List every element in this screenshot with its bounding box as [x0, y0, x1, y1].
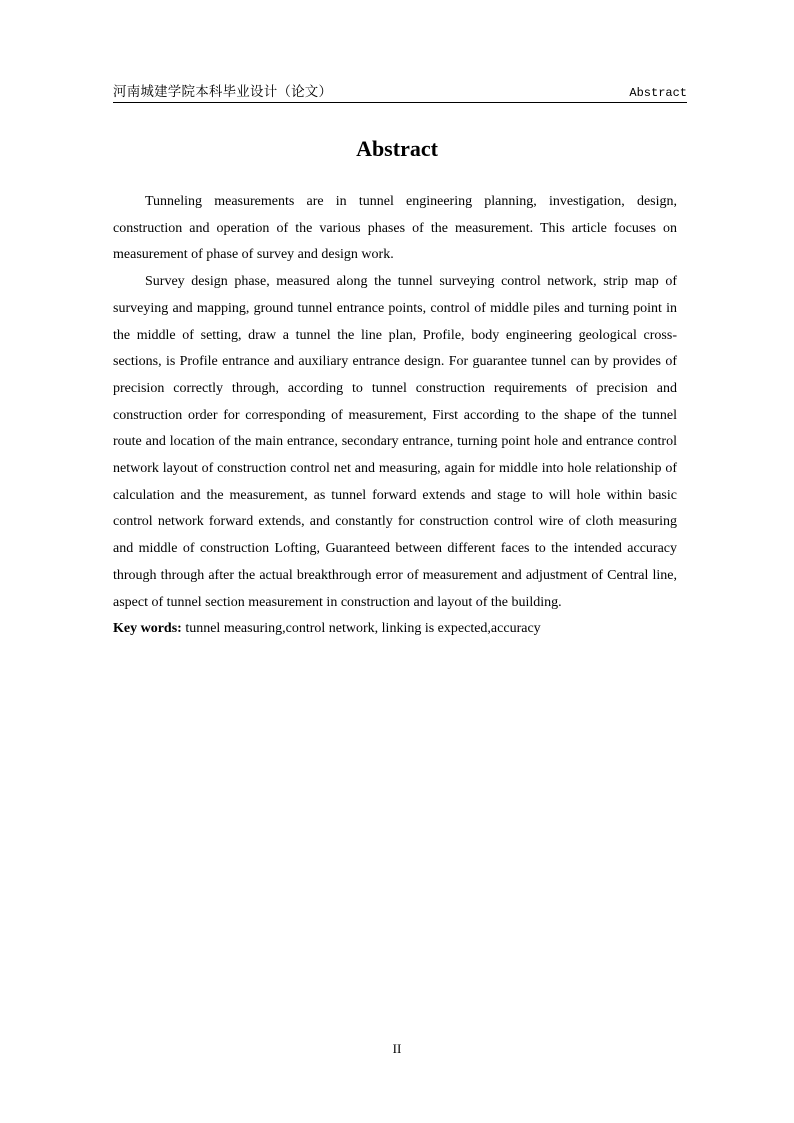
abstract-paragraph-2: Survey design phase, measured along the tunnel surveying control network, strip map of surveying and mapping, ground tunnel entrance points, control of middle piles and turning point in the middle of setting, draw a tunnel the line plan, Profile, body engineering geological cross-sections, is Profile entrance and auxiliary entrance design. For guarantee tunnel can by provides of precision correctly through, according to tunnel construction requirements of precision and construction order for corresponding of measurement, First according to the shape of the tunnel route and location of the main entrance, secondary entrance, turning point hole and entrance control network layout of construction control net and measuring, again for middle into hole relationship of calculation and the measurement, as tunnel forward extends and stage to will hole within basic control network forward extends, and constantly for construction control wire of cloth measuring and middle of construction Lofting, Guaranteed between different faces to the intended accuracy through through after the actual breakthrough error of measurement and adjustment of Central line, aspect of tunnel section measurement in construction and layout of the building.: [113, 274, 677, 610]
abstract-body: [113, 189, 677, 643]
keywords-line: [113, 616, 677, 643]
page-header: [113, 82, 687, 103]
keywords-text: tunnel measuring,control network, linking is expected,accuracy: [181, 621, 541, 637]
header-institution-title: 河南城建学院本科毕业设计（论文）: [113, 84, 333, 100]
page-title: Abstract: [356, 136, 438, 161]
keywords-label: Key words:: [113, 621, 182, 637]
abstract-paragraph-1: Tunneling measurements are in tunnel engineering planning, investigation, design, construction and operation of the various phases of the measurement. This article focuses on measurement of phase of survey and design work.: [113, 194, 677, 263]
header-section-title: Abstract: [629, 86, 687, 100]
page-number: II: [392, 1041, 402, 1056]
